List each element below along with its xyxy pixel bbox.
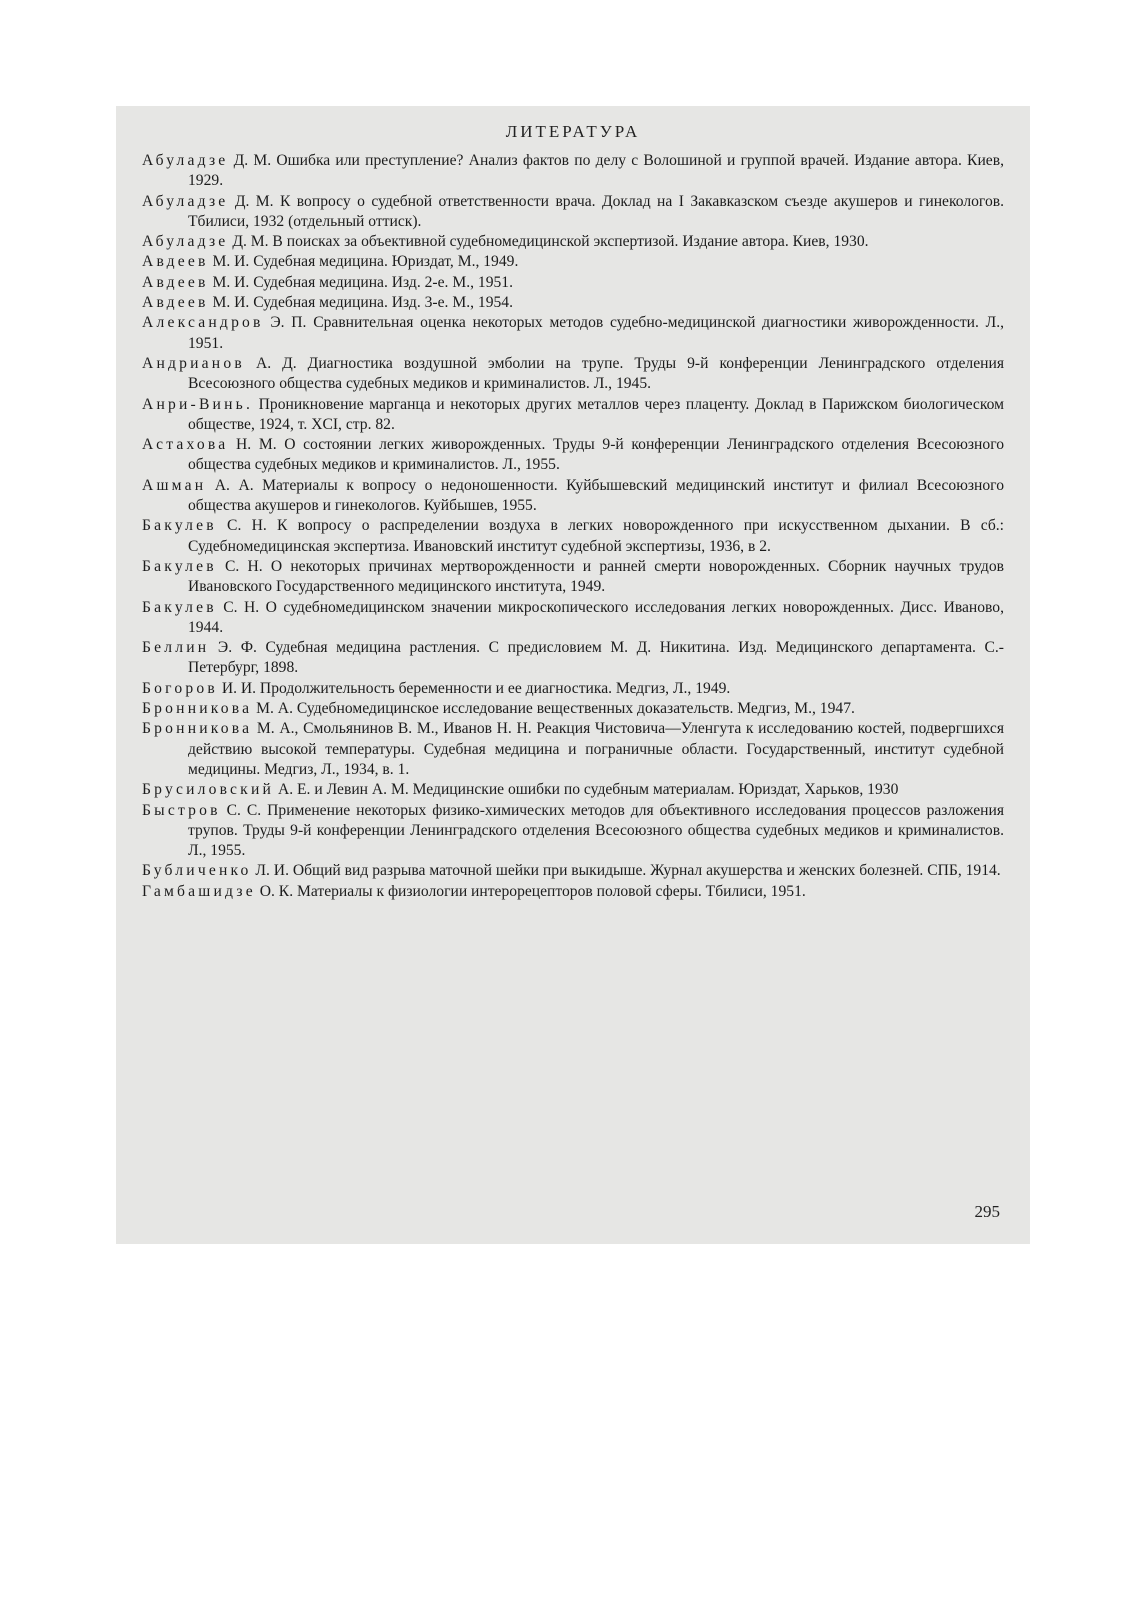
reference-text: М. И. Судебная медицина. Юриздат, М., 1949. [208, 253, 519, 271]
reference-text: С. Н. К вопросу о распределении воздуха в легких новорожденного при искусственном дыхании. В сб.: Судебномедицинская экспертиза. Ивановский институт судебной экспертизы, 1936, в 2. [188, 517, 1004, 555]
reference-author: Александров [142, 314, 264, 332]
reference-text: Д. М. В поисках за объективной судебномедицинской экспертизой. Издание автора. Киев, 1930. [228, 233, 869, 251]
reference-text: Э. П. Сравнительная оценка некоторых методов судебно-медицинской диагностики живорожденности. Л., 1951. [188, 314, 1004, 352]
reference-entry [142, 313, 1004, 354]
reference-entry [142, 395, 1004, 436]
reference-entry [142, 780, 1004, 800]
reference-author: Абуладзе [142, 152, 229, 169]
reference-text: С. С. Применение некоторых физико-химических методов для объективного исследования процессов разложения трупов. Труды 9-й конференции Ленинградского отделения Всесоюзного общества судебных медиков и криминалистов. Л., 1955. [188, 801, 1004, 860]
scanned-page [116, 106, 1030, 1244]
reference-author: Бронникова [142, 700, 253, 718]
reference-entry [142, 801, 1004, 862]
reference-entry [142, 252, 1004, 272]
reference-entry [142, 354, 1004, 395]
reference-author: Астахова [142, 436, 229, 454]
reference-author: Ашман [142, 476, 207, 494]
reference-entry [142, 476, 1004, 517]
reference-text: И. И. Продолжительность беременности и ее диагностика. Медгиз, Л., 1949. [217, 679, 731, 697]
reference-author: Бронникова [142, 720, 253, 738]
reference-author: Богоров [142, 679, 218, 697]
reference-text: С. Н. О судебномедицинском значении микроскопического исследования легких новорожденных. Дисс. Иваново, 1944. [188, 598, 1004, 636]
reference-entry [142, 232, 1004, 252]
reference-text: Проникновение марганца и некоторых других металлов через плаценту. Доклад в Парижском биологическом обществе, 1924, т. XCI, стр. 82. [188, 395, 1004, 433]
reference-author: Анри-Винь. [142, 395, 254, 413]
page-title: ЛИТЕРАТУРА [505, 122, 641, 141]
reference-text: А. А. Материалы к вопросу о недоношенности. Куйбышевский медицинский институт и филиал Всесоюзного общества акушеров и гинекологов. Куйбышев, 1955. [188, 476, 1004, 515]
reference-text: М. И. Судебная медицина. Изд. 2-е. М., 1951. [208, 273, 513, 291]
reference-author: Бакулев [142, 598, 217, 616]
reference-entry [142, 719, 1004, 780]
reference-entry [142, 273, 1004, 293]
reference-author: Авдеев [142, 253, 209, 271]
reference-entry [142, 699, 1004, 719]
reference-author: Бакулев [142, 517, 217, 535]
reference-text: Н. М. О состоянии легких живорожденных. Труды 9-й конференции Ленинградского отделения Всесоюзного общества судебных медиков и криминалистов. Л., 1955. [188, 436, 1004, 474]
reference-text: Д. М. Ошибка или преступление? Анализ фактов по делу с Волошиной и группой врачей. Издание автора. Киев, 1929. [188, 152, 1004, 190]
reference-entry [142, 151, 1004, 192]
reference-entry [142, 293, 1004, 313]
reference-author: Гамбашидзе [142, 882, 256, 900]
reference-author: Авдеев [142, 294, 209, 312]
reference-entry [142, 638, 1004, 679]
reference-author: Андрианов [142, 354, 245, 372]
reference-author: Авдеев [142, 273, 209, 291]
reference-entry [142, 882, 1004, 902]
reference-entry [142, 557, 1004, 598]
page-number: 295 [974, 1202, 1000, 1221]
reference-entry [142, 435, 1004, 476]
reference-text: М. И. Судебная медицина. Изд. 3-е. М., 1954. [208, 294, 513, 312]
reference-text: Э. Ф. Судебная медицина растления. С предисловием М. Д. Никитина. Изд. Медицинского департамента. С.-Петербург, 1898. [188, 639, 1004, 677]
reference-author: Брусиловский [142, 781, 275, 799]
reference-author: Абуладзе [142, 233, 229, 251]
reference-text: Д. М. К вопросу о судебной ответственности врача. Доклад на I Закавказском съезде акушеров и гинекологов. Тбилиси, 1932 (отдельный оттиск). [188, 192, 1004, 230]
reference-entry [142, 598, 1004, 639]
reference-text: Л. И. Общий вид разрыва маточной шейки при выкидыше. Журнал акушерства и женских болезней. СПБ, 1914. [251, 862, 1001, 880]
reference-author: Абуладзе [142, 192, 229, 210]
reference-author: Бакулев [142, 557, 217, 575]
reference-text: М. А. Судебномедицинское исследование вещественных доказательств. Медгиз, М., 1947. [252, 700, 855, 718]
reference-author: Беллин [142, 639, 210, 657]
reference-entry [142, 516, 1004, 557]
reference-text: А. Е. и Левин А. М. Медицинские ошибки по судебным материалам. Юриздат, Харьков, 1930 [274, 781, 899, 799]
reference-text: С. Н. О некоторых причинах мертворожденности и ранней смерти новорожденных. Сборник научных трудов Ивановского Государственного медицинского института, 1949. [188, 557, 1004, 596]
reference-entry [142, 679, 1004, 699]
reference-text: О. К. Материалы к физиологии интерорецепторов половой сферы. Тбилиси, 1951. [255, 882, 806, 900]
reference-list [142, 151, 1004, 902]
reference-author: Быстров [142, 801, 221, 819]
reference-text: М. А., Смольянинов В. М., Иванов Н. Н. Реакция Чистовича—Уленгута к исследованию костей, подвергшихся действию высокой температуры. Судебная медицина и пограничные области. Государственный, институт судебной медицины. Медгиз, Л., 1934, в. 1. [188, 720, 1004, 778]
reference-text: А. Д. Диагностика воздушной эмболии на трупе. Труды 9-й конференции Ленинградского отделения Всесоюзного общества судебных медиков и криминалистов. Л., 1945. [188, 354, 1004, 393]
reference-entry [142, 861, 1004, 881]
reference-entry [142, 192, 1004, 233]
reference-author: Бубличенко [142, 862, 252, 880]
